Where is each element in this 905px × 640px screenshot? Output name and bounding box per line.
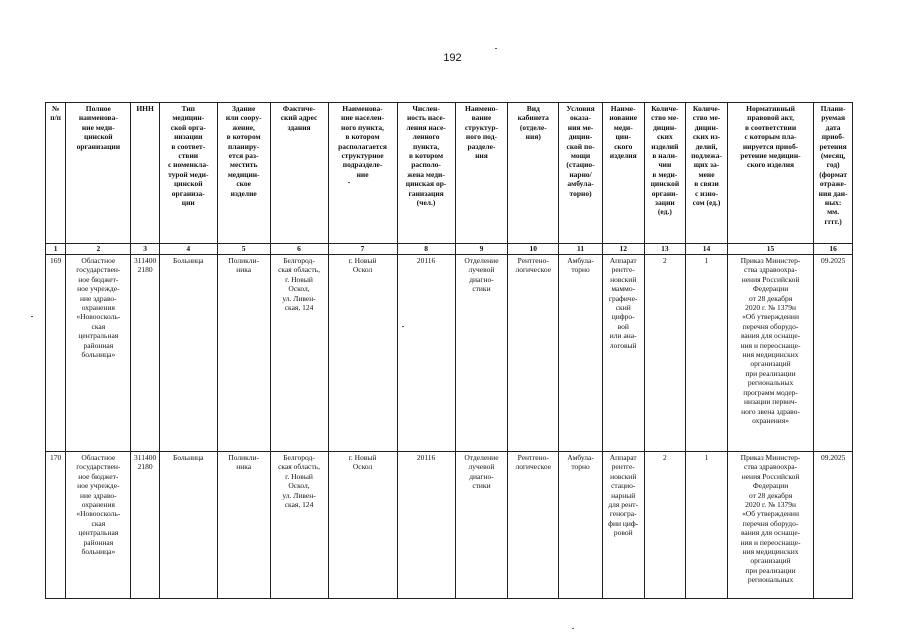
col-number: 16: [814, 244, 853, 255]
col-number: 13: [644, 244, 686, 255]
cell-address: Белгород- ская область, г. Новый Оскол, ул. Ливен- ская, 124: [270, 452, 328, 599]
col-header-building: Здание или соору- жение, в котором планиру- ется раз- местить медицин- ское изделие: [217, 103, 270, 244]
col-number: 3: [131, 244, 159, 255]
scan-speck: [495, 48, 497, 49]
cell-device: Аппарат рентге- новский маммо- графиче- ский цифро- вой или ана- логовый: [602, 255, 644, 452]
cell-act: Приказ Министер- ства здравоохра- нения Российской Федерации от 28 декабря 2020 г. № 1379н «Об утверждении перечня оборудо- вания для оснаще- ния и переоснаще- ния медицинских организаций при реализации региональных программ модер- низации первич- ного звена здраво- охранения»: [727, 255, 813, 452]
cell-date: 09.2025: [814, 255, 853, 452]
col-header-act: Нормативный правовой акт, в соответствии с которым пла- нируется приоб- ретение медицин- ского изделия: [727, 103, 813, 244]
col-header-org: Полное наименова- ние меди- цинской организации: [66, 103, 131, 244]
col-number: 11: [559, 244, 603, 255]
cell-address: Белгород- ская область, г. Новый Оскол, ул. Ливен- ская, 124: [270, 255, 328, 452]
cell-unit: Отделение лучевой диагно- стики: [455, 452, 508, 599]
col-number: 15: [727, 244, 813, 255]
col-number: 12: [602, 244, 644, 255]
cell-inn: 311400 2180: [131, 255, 159, 452]
col-header-inn: ИНН: [131, 103, 159, 244]
cell-inn: 311400 2180: [131, 452, 159, 599]
cell-unit: Отделение лучевой диагно- стики: [455, 255, 508, 452]
col-number: 2: [66, 244, 131, 255]
col-header-num: № п/п: [46, 103, 66, 244]
col-header-cabinet: Вид кабинета (отделе- ния): [508, 103, 559, 244]
col-header-address: Фактиче- ский адрес здания: [270, 103, 328, 244]
scan-speck: [402, 326, 404, 327]
col-header-qty: Количе- ство ме- дицин- ских изделий в нали- чии в меди- цинской органи- зации (ед.): [644, 103, 686, 244]
cell-num: 169: [46, 255, 66, 452]
equipment-table: [45, 102, 853, 599]
cell-conditions: Амбула- торно: [559, 452, 603, 599]
cell-replace: 1: [686, 255, 728, 452]
col-number: 1: [46, 244, 66, 255]
cell-type: Больница: [159, 452, 217, 599]
col-number: 7: [328, 244, 397, 255]
cell-building: Поликли- ника: [217, 255, 270, 452]
cell-cabinet: Рентгено- логическое: [508, 452, 559, 599]
page-number: 192: [443, 52, 462, 64]
col-header-type: Тип медицин- ской орга- низации в соответ- ствии с номенкла- турой меди- цинской организа- ции: [159, 103, 217, 244]
col-number: 10: [508, 244, 559, 255]
col-number: 6: [270, 244, 328, 255]
cell-settlement: г. Новый Оскол: [328, 452, 397, 599]
scan-speck: [31, 316, 33, 317]
col-header-population: Числен- ность насе- ления насе- ленного пункта, в котором располо- жена меди- цинская ор- ганизация (чел.): [397, 103, 455, 244]
col-header-conditions: Условия оказа- ния ме- дицин- ской по- мощи (стацио- нарно/ амбула- торно): [559, 103, 603, 244]
cell-org: Областное государствен- ное бюджет- ное учрежде- ние здраво- охранения «Новоосколь- ская центральная районная больница»: [66, 452, 131, 599]
col-number: 14: [686, 244, 728, 255]
cell-conditions: Амбула- торно: [559, 255, 603, 452]
header-row: [46, 103, 853, 244]
col-number: 4: [159, 244, 217, 255]
col-number: 9: [455, 244, 508, 255]
scan-speck: [348, 182, 350, 183]
col-header-device: Наиме- нование меди- цин- ского изделия: [602, 103, 644, 244]
scan-speck: [572, 628, 574, 629]
column-number-row: [46, 244, 853, 255]
cell-replace: 1: [686, 452, 728, 599]
cell-cabinet: Рентгено- логическое: [508, 255, 559, 452]
col-header-date: Плани- руемая дата приоб- ретения (месяц, год) (формат отраже- ния дан- ных: мм. гггг.): [814, 103, 853, 244]
cell-date: 09.2025: [814, 452, 853, 599]
col-header-replace: Количе- ство ме- дицин- ских из- делий, подлежа- щих за- мене в связи с изно- сом (ед.): [686, 103, 728, 244]
cell-act: Приказ Министер- ства здравоохра- нения Российской Федерации от 28 декабря 2020 г. № 1379н «Об утверждении перечня оборудо- вания для оснаще- ния и переоснаще- ния медицинских организаций при реализации региональных: [727, 452, 813, 599]
cell-org: Областное государствен- ное бюджет- ное учрежде- ние здраво- охранения «Новоосколь- ская центральная районная больница»: [66, 255, 131, 452]
cell-num: 170: [46, 452, 66, 599]
cell-population: 20116: [397, 452, 455, 599]
cell-type: Больница: [159, 255, 217, 452]
table-row: [46, 255, 853, 452]
cell-qty: 2: [644, 452, 686, 599]
col-header-unit: Наимено- вание структур- ного под- разделе- ния: [455, 103, 508, 244]
cell-population: 20116: [397, 255, 455, 452]
col-number: 5: [217, 244, 270, 255]
cell-building: Поликли- ника: [217, 452, 270, 599]
cell-qty: 2: [644, 255, 686, 452]
col-header-settlement: Наименова- ние населен- ного пункта, в котором располагается структурное подразделе- ние: [328, 103, 397, 244]
col-number: 8: [397, 244, 455, 255]
cell-settlement: г. Новый Оскол: [328, 255, 397, 452]
table-row: [46, 452, 853, 599]
cell-device: Аппарат рентге- новский стацио- нарный для рент- геногра- фии циф- ровой: [602, 452, 644, 599]
